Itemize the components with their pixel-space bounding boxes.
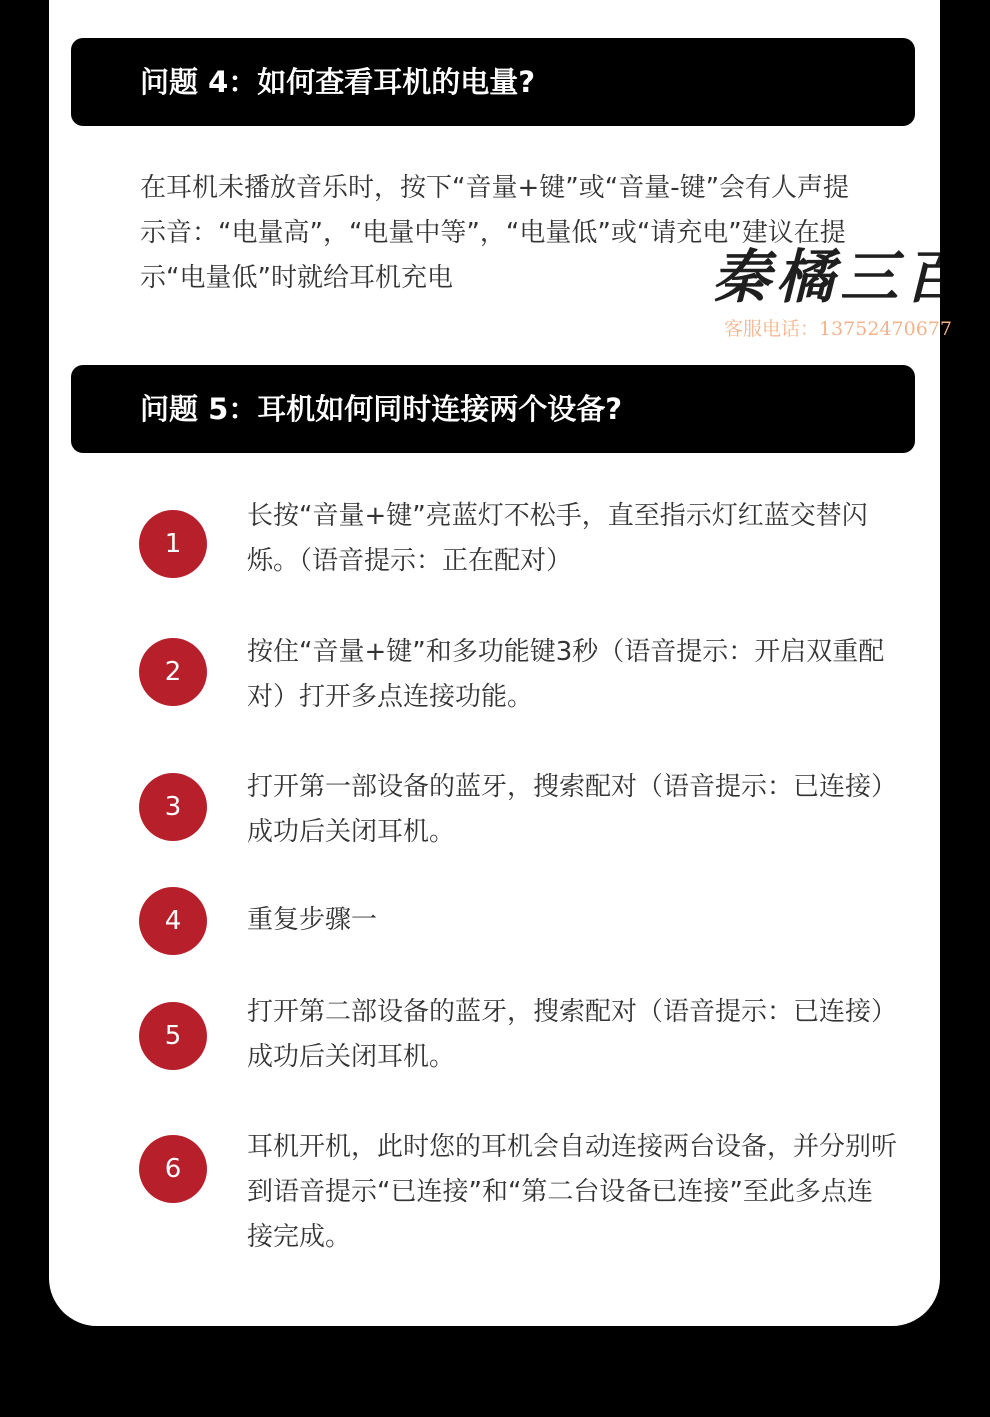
step-number-badge: 5 bbox=[139, 1002, 207, 1070]
watermark-logo: 秦橘三百 bbox=[712, 243, 969, 311]
step-number-badge: 1 bbox=[139, 510, 207, 578]
step-text: 打开第二部设备的蓝牙，搜索配对（语音提示：已连接）成功后关闭耳机。 bbox=[247, 997, 898, 1072]
step-text: 打开第一部设备的蓝牙，搜索配对（语音提示：已连接）成功后关闭耳机。 bbox=[247, 772, 898, 847]
question-5-title: 问题 5：耳机如何同时连接两个设备? bbox=[140, 392, 623, 426]
watermark bbox=[712, 222, 972, 347]
watermark-phone: 客服电话：13752470677 bbox=[724, 318, 952, 340]
question-4-answer: 在耳机未播放音乐时，按下“音量+键”或“音量-键”会有人声提示音：“电量高”，“电量中等”，“电量低”或“请充电”建议在提示“电量低”时就给耳机充电 bbox=[140, 173, 850, 293]
question-5-header bbox=[71, 365, 915, 453]
step-number-badge: 4 bbox=[139, 887, 207, 955]
step-number-badge: 2 bbox=[139, 638, 207, 706]
step-text: 重复步骤一 bbox=[247, 905, 378, 935]
step-text: 耳机开机，此时您的耳机会自动连接两台设备，并分别听到语音提示“已连接”和“第二台设备已连接”至此多点连接完成。 bbox=[247, 1132, 898, 1252]
question-4-title: 问题 4：如何查看耳机的电量? bbox=[140, 65, 536, 99]
step-number-badge: 6 bbox=[139, 1135, 207, 1203]
step-text: 按住“音量+键”和多功能键3秒（语音提示：开启双重配对）打开多点连接功能。 bbox=[247, 637, 885, 712]
step-number-badge: 3 bbox=[139, 773, 207, 841]
step-text: 长按“音量+键”亮蓝灯不松手，直至指示灯红蓝交替闪烁。（语音提示：正在配对） bbox=[247, 501, 868, 576]
question-4-header bbox=[71, 38, 915, 126]
